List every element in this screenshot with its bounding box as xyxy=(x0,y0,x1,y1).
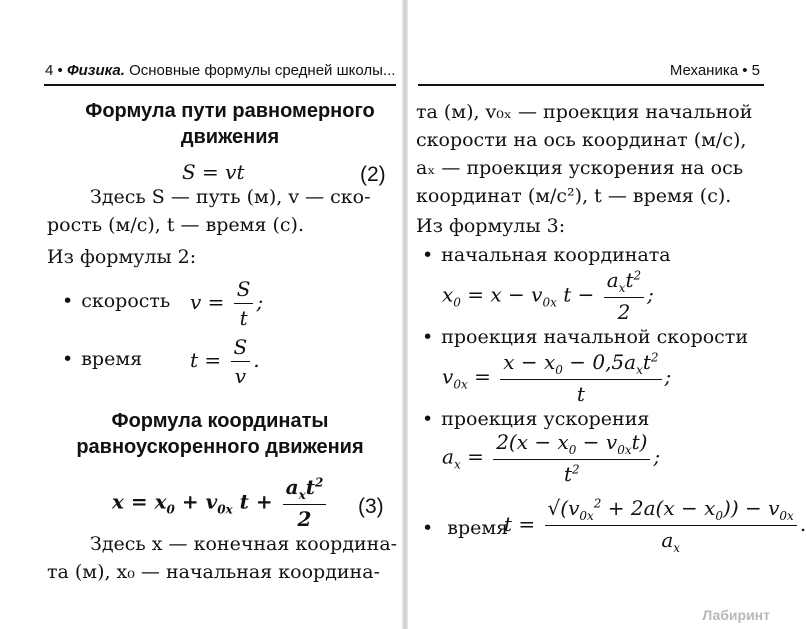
formula-v0x: $v_{0x}$ = $\frac{x - x_0 - 0,5a_xt^2}{t}$ ; xyxy=(442,350,672,406)
bullet-time-right xyxy=(422,517,508,539)
book-subtitle: Основные формулы средней школы... xyxy=(129,62,396,79)
bullet-initial-velocity: • проекция начальной скорости xyxy=(422,326,748,348)
section-heading-accelerated-motion: Формула координаты равноускоренного движения xyxy=(76,410,364,458)
paragraph-line: координат (м/с²), t — время (с). xyxy=(416,185,732,207)
formula-ax: $a_x$ = $\frac{2(x - x_0 - v_{0x}t)}{t^2}$ ; xyxy=(442,430,661,486)
paragraph-line: aₓ — проекция ускорения на ось xyxy=(416,157,744,179)
equation-number-3: (3) xyxy=(358,495,384,518)
header-rule xyxy=(418,84,764,86)
formula-speed: v = $\frac{S}{t}$ ; xyxy=(190,277,264,330)
header-rule xyxy=(44,84,396,86)
bullet-separator: • xyxy=(57,62,67,79)
paragraph-line: рость (м/с), t — время (с). xyxy=(47,214,304,236)
bullet-time-label: время xyxy=(447,517,509,539)
right-page xyxy=(408,0,806,629)
paragraph-line: Здесь S — путь (м), v — ско- xyxy=(90,186,371,208)
formula-t: t = $\frac{√(v_{0x}^2 + 2a(x - x_0)) - v_{0x}}{a_x}$ . xyxy=(504,496,806,555)
labirint-watermark: Лабиринт xyxy=(702,607,770,623)
formula-3: $x = x_0 + v_{0x}$ t + $\frac{a_xt^2}{2}$ xyxy=(112,475,329,531)
paragraph-line: та (м), v₀ₓ — проекция начальной xyxy=(416,101,753,123)
bullet-separator: • xyxy=(742,62,752,79)
bullet-time: • время xyxy=(62,348,142,370)
from-formula-2: Из формулы 2: xyxy=(47,246,197,268)
formula-time: t = $\frac{S}{v}$ . xyxy=(190,335,260,388)
formula-x0: $x_0 = x - v_{0x}$ t − $\frac{a_xt^2}{2}$ ; xyxy=(442,268,654,324)
section-title: Механика xyxy=(669,62,739,79)
left-page xyxy=(0,0,402,629)
paragraph-line: скорости на ось координат (м/с), xyxy=(416,129,747,151)
bullet-speed: • скорость xyxy=(62,290,170,312)
section-heading-uniform-motion: Формула пути равномерного движения xyxy=(85,100,375,148)
formula-2: S = vt xyxy=(182,160,245,184)
bullet-acceleration: • проекция ускорения xyxy=(422,408,649,430)
right-page-header xyxy=(670,62,760,79)
equation-number-2: (2) xyxy=(360,163,386,186)
book-title: Физика. xyxy=(66,62,125,79)
paragraph-line: та (м), x₀ — начальная координа- xyxy=(47,561,380,583)
paragraph-line: Здесь x — конечная координа- xyxy=(90,533,398,555)
page-number: 4 xyxy=(45,62,54,79)
page-number: 5 xyxy=(751,62,760,79)
left-page-header xyxy=(45,62,395,79)
bullet-initial-coordinate: • начальная координата xyxy=(422,244,671,266)
from-formula-3: Из формулы 3: xyxy=(416,215,566,237)
